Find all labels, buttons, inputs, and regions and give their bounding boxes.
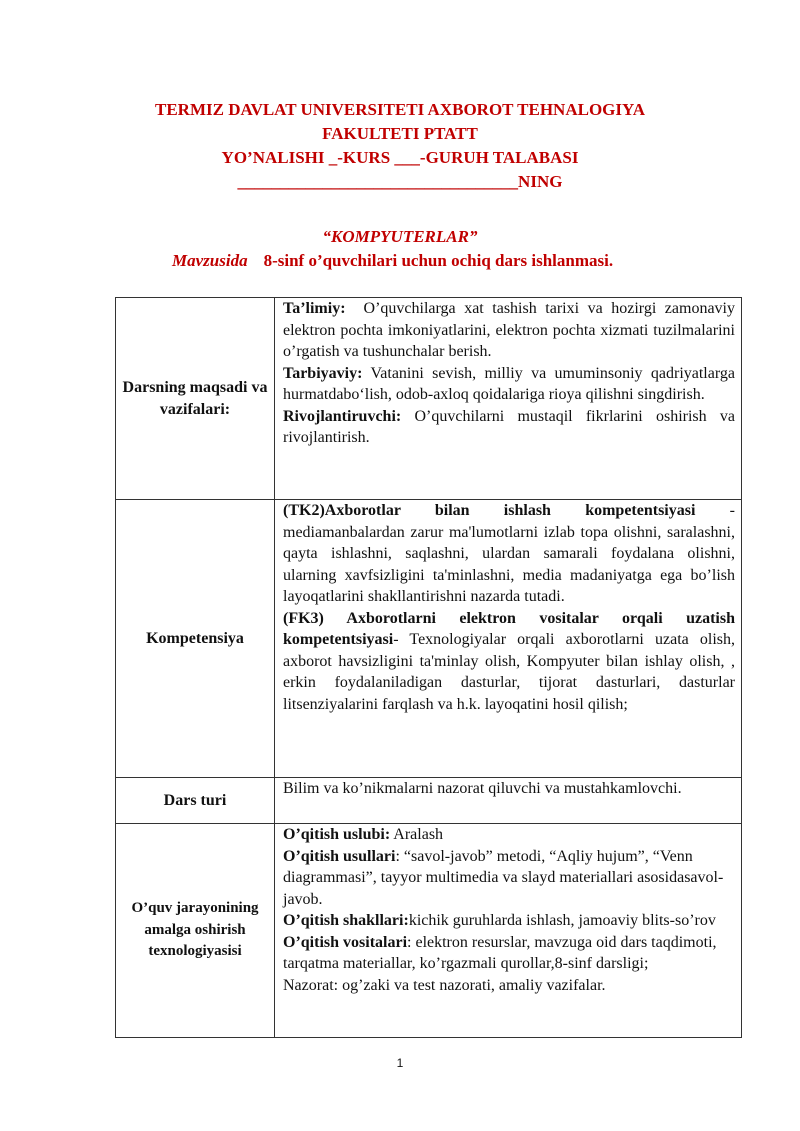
shakl-text: kichik guruhlarda ishlash, jamoaviy blits-so’rov (408, 912, 716, 929)
type-cell: Bilim va ko’nikmalarni nazorat qiluvchi va mustahkamlovchi. (275, 778, 742, 824)
header-line-4: _________________________________NING (237, 172, 563, 191)
talimiy-label: Ta’limiy: (283, 300, 346, 317)
tk2-label: (TK2)Axborotlar bilan ishlash kompetentsiyasi (283, 502, 696, 519)
vosita-label: O’qitish vositalari (283, 933, 408, 951)
table-row (116, 500, 742, 778)
lesson-plan-table (115, 297, 742, 1038)
shakl-label: O’qitish shakllari: (283, 912, 409, 929)
competence-cell (275, 500, 742, 778)
subtitle-text: 8-sinf o’quvchilari uchun ochiq dars ishlanmasi. (263, 251, 614, 270)
fk3-text: - Texnologiyalar orqali axborotlarni uzata olish, axborot havsizligini ta'minlay olish, Kompyuter bilan ishlay olish, , erkin foydalaniladigan dasturlar, tijorat dasturlari, dasturlar litsenziyalarini farqlash va h.k. layoqatini hosil qilish; (283, 631, 735, 713)
lesson-subtitle (172, 251, 772, 271)
goals-cell (275, 298, 742, 500)
subtitle-prefix: Mavzusida (172, 251, 248, 270)
uslub-text: Aralash (393, 826, 444, 843)
table-row (116, 778, 742, 824)
table-row (116, 824, 742, 1038)
goals-label: Darsning maqsadi va vazifalari: (116, 298, 275, 500)
competence-label: Kompetensiya (116, 500, 275, 778)
header-line-1: TERMIZ DAVLAT UNIVERSITETI AXBOROT TEHNALOGIYA (155, 100, 645, 119)
usul-label: O’qitish usullari (283, 847, 396, 865)
header-line-3: YO’NALISHI _-KURS ___-GURUH TALABASI (221, 148, 579, 167)
type-label: Dars turi (116, 778, 275, 824)
technology-cell (275, 824, 742, 1038)
lesson-topic: “KOMPYUTERLAR” (322, 227, 478, 246)
document-header (0, 98, 800, 194)
table-row (116, 298, 742, 500)
technology-label: O’quv jarayonining amalga oshirish texnologiyasisi (116, 824, 275, 1038)
vosita-text: : elektron resurslar, mavzuga oid dars taqdimoti, tarqatma materiallar, ko’rgazmali qurollar,8-sinf darsligi; (283, 933, 717, 972)
nazorat-text: Nazorat: og’zaki va test nazorati, amaliy vazifalar. (283, 976, 606, 994)
page-number: 1 (396, 1056, 404, 1070)
fk3-label: (FK3) Axborotlarni elektron vositalar orqali uzatish kompetentsiyasi (283, 609, 735, 648)
rivoj-text: O’quvchilarni mustaqil fikrlarini oshirish va rivojlantirish. (283, 407, 736, 446)
tarbiyaviy-label: Tarbiyaviy: (283, 364, 363, 382)
tk2-text: - mediamanbalardan zarur ma'lumotlarni izlab topa olishni, saralashni, qayta ishlashni, saqlashni, ulardan samarali foydalana olishni, ularning xavfsizligini ta'minlashni, media madaniyatga ega bo’lish layoqatlarini shakllantirishni nazarda tutadi. (283, 502, 735, 605)
talimiy-text: O’quvchilarga xat tashish tarixi va hozirgi zamonaviy elektron pochta imkoniyatlarini, elektron pochta xizmati tuzilmalarini o’rgatish va tushunchalar berish. (283, 300, 735, 360)
usul-text: : “savol-javob” metodi, “Aqliy hujum”, “Venn diagrammasi”, tayyor multimedia va slayd materiallari asosidasavol-javob. (283, 847, 724, 908)
header-line-2: FAKULTETI PTATT (322, 124, 478, 143)
uslub-label: O’qitish uslubi: (283, 826, 391, 843)
tarbiyaviy-text: Vatanini sevish, milliy va umuminsoniy qadriyatlarga hurmatdabo‘lish, odob-axloq qoidalariga rioya qilishni singdirish. (283, 364, 735, 403)
rivoj-label: Rivojlantiruvchi: (283, 407, 402, 425)
